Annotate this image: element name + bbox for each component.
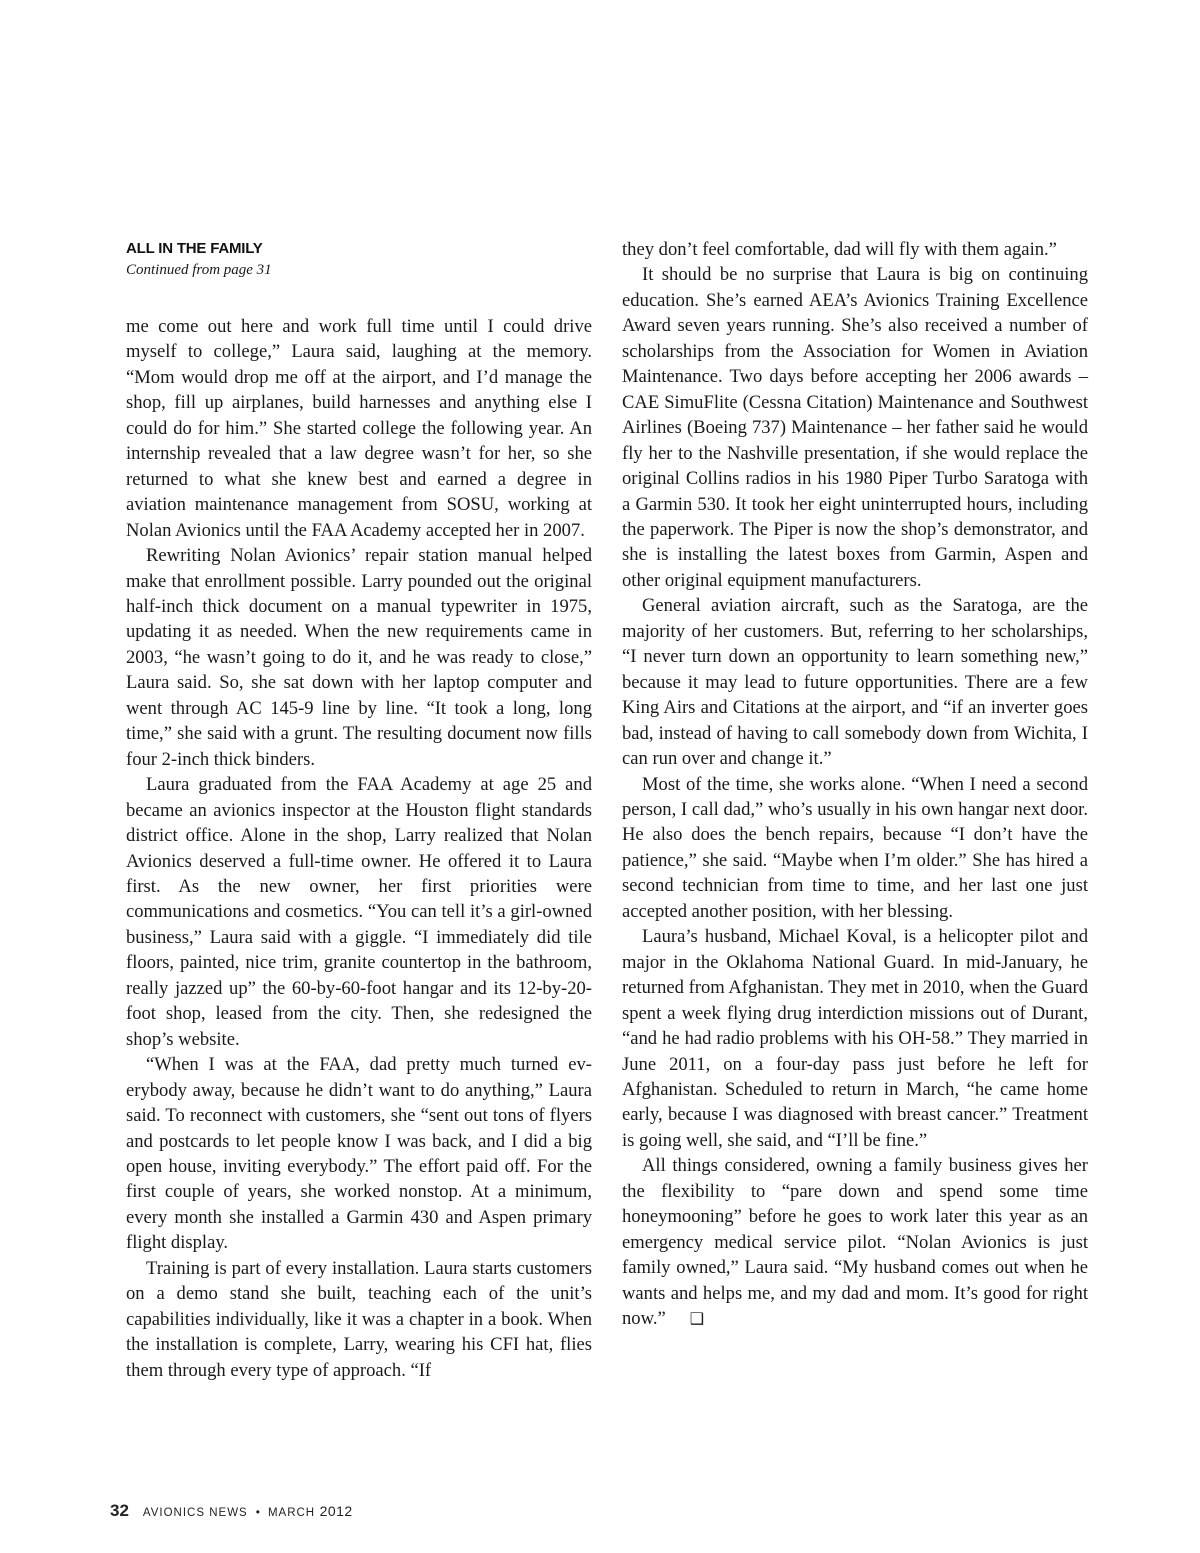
- article-header: [126, 240, 566, 280]
- issue-year: 2012: [319, 1503, 353, 1519]
- right-column: [622, 237, 1088, 1331]
- section-title: ALL IN THE FAMILY: [126, 240, 263, 257]
- paragraph: “When I was at the FAA, dad pretty much turned everybody away, because he didn’t want to do anything,” Laura said. To reconnect with customers, she “sent out tons of flyers and postcards to let people know I was back, and I did a big open house, inviting everybody.” The effort paid off. For the first couple of years, she worked nonstop. At a minimum, every month she installed a Garmin 430 and Aspen primary flight display.: [126, 1054, 592, 1254]
- paragraph: It should be no surprise that Laura is big on continuing education. She’s earned AEA’s Avionics Training Excellence Award seven years running. She’s also received a number of scholarships from the Association for Women in Aviation Maintenance. Two days before accepting her 2006 awards – CAE SimuFlite (Cessna Citation) Maintenance and Southwest Airlines (Boeing 737) Maintenance – her father said he would fly her to the Nashville presentation, if she would replace the original Collins radios in his 1980 Piper Turbo Saratoga with a Garmin 530. It took her eight uninterrupted hours, including the paperwork. The Piper is now the shop’s demonstrator, and she is installing the latest boxes from Garmin, Aspen and other original equipment manufacturers.: [622, 264, 1088, 591]
- paragraph: Training is part of every installation. Laura starts customers on a demo stand she built, teaching each of the unit’s capabilities individually, like it was a chapter in a book. When the installation is complete, Larry, wearing his CFI hat, flies them through every type of approach. “If: [126, 1257, 592, 1381]
- page-footer: [110, 1501, 353, 1521]
- continued-note: Continued from page 31: [126, 262, 272, 278]
- paragraph-text: All things considered, owning a family business gives her the flexibility to “pare down and spend some time honeymooning” before he goes to work later this year as an emergency medical service pilot. “Nolan Avionics is just family owned,” Laura said. “My husband comes out when he wants and helps me, and my dad and mom. It’s good for right now.”: [622, 1155, 1088, 1330]
- end-of-article-icon: ❑: [689, 1309, 705, 1329]
- paragraph: they don’t feel comfortable, dad will fly with them again.”: [622, 239, 1057, 260]
- paragraph: General aviation aircraft, such as the Saratoga, are the majority of her customers. But, referring to her scholarships, “I never turn down an opportunity to learn something new,” because it may lead to future opportunities. There are a few King Airs and Citations at the airport, and “if an inverter goes bad, instead of having to call somebody down from Wichita, I can run over and change it.”: [622, 595, 1088, 770]
- page-number: 32: [110, 1501, 129, 1520]
- issue-month: MARCH: [267, 1507, 316, 1519]
- final-paragraph: [622, 1153, 1088, 1331]
- footer-bullet: •: [255, 1505, 260, 1519]
- publication-name: AVIONICS NEWS: [142, 1507, 248, 1519]
- paragraph: Most of the time, she works alone. “When I need a second person, I call dad,” who’s usually in his own hangar next door. He also does the bench repairs, because “I don’t have the patience,” she said. “Maybe when I’m older.” She has hired a second technician from time to time, and her last one just accepted another position, with her blessing.: [622, 773, 1088, 922]
- paragraph: Laura graduated from the FAA Academy at age 25 and became an avionics inspector at the Houston flight standards district office. Alone in the shop, Larry realized that Nolan Avionics deserved a full-time owner. He offered it to Laura first. As the new owner, her first priorities were communications and cosmetics. “You can tell it’s a girl-owned business,” Laura said with a giggle. “I immediately did tile floors, painted, nice trim, granite countertop in the bathroom, really jazzed up” the 60-by-60-foot hangar and its 12-by-20-foot shop, leased from the city. Then, she redesigned the shop’s website.: [126, 774, 592, 1050]
- paragraph: Laura’s husband, Michael Koval, is a helicopter pilot and major in the Oklahoma National Guard. In mid-January, he returned from Afghanistan. They met in 2010, when the Guard spent a week flying drug interdiction missions out of Durant, “and he had radio problems with his OH-58.” They married in June 2011, on a four-day pass just before he left for Afghanistan. Scheduled to return in March, “he came home early, because I was diagnosed with breast cancer.” Treatment is going well, she said, and “I’ll be fine.”: [622, 926, 1088, 1151]
- left-column: [126, 314, 592, 1383]
- paragraph: me come out here and work full time until I could drive myself to college,” Laura said, laughing at the memory. “Mom would drop me off at the airport, and I’d manage the shop, fill up airplanes, build harnesses and anything else I could do for him.” She started college the following year. An internship revealed that a law degree wasn’t for her, so she returned to what she knew best and earned a degree in aviation maintenance management from SOSU, working at Nolan Avionics until the FAA Academy accepted her in 2007.: [126, 316, 592, 541]
- paragraph: Rewriting Nolan Avionics’ repair station manual helped make that enrollment possible. Larry pounded out the original half-inch thick document on a manual typewriter in 1975, updating it as needed. When the new requirements came in 2003, “he wasn’t going to do it, and he was ready to close,” Laura said. So, she sat down with her laptop computer and went through AC 145-9 line by line. “It took a long, long time,” she said with a grunt. The resulting document now fills four 2-inch thick binders.: [126, 545, 592, 770]
